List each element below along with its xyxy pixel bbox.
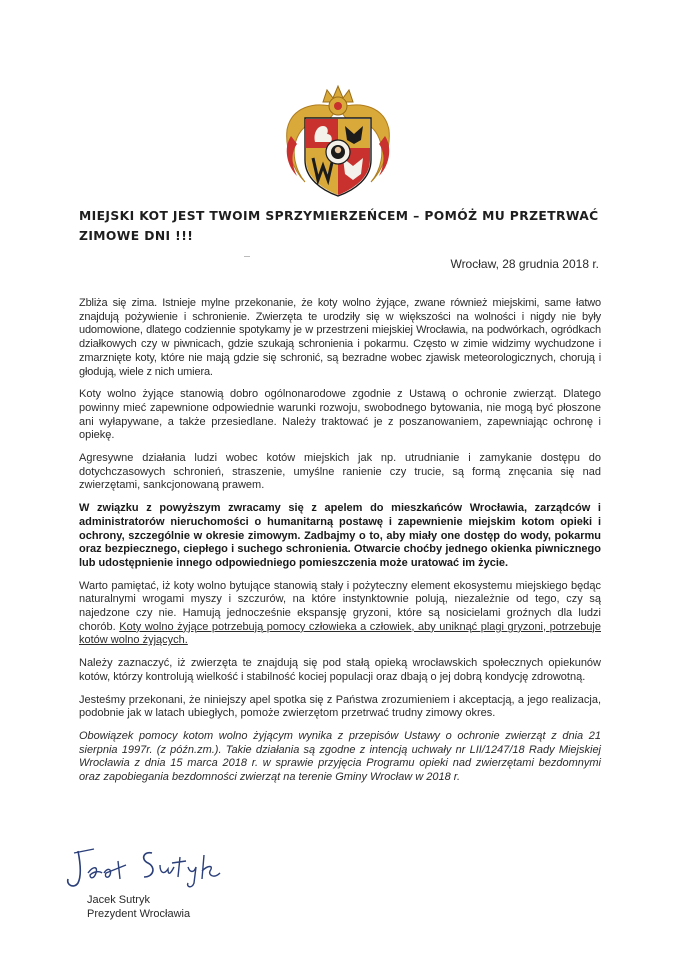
handwritten-signature-icon [64,843,242,893]
letter-date: Wrocław, 28 grudnia 2018 r. [450,257,599,271]
paragraph-5-underlined: Koty wolno żyjące potrzebują pomocy człowieka a człowiek, aby uniknąć plagi gryzoni, potrzebuje kotów wolno żyjących. [79,620,601,647]
letter-body [79,297,601,794]
paragraph-appeal: W związku z powyższym zwracamy się z apelem do mieszkańców Wrocławia, zarządców i administratorów nieruchomości o humanitarną postawę i zapewnienie miejskim kotom opieki i ochrony, szczególnie w okresie zimowym. Zadbajmy o to, aby miały one dostęp do wody, pokarmu oraz bezpiecznego, ciepłego i suchego schronienia. Otwarcie choćby jednego okienka piwnicznego lub udostępnienie innego odpowiedniego pomieszczenia może uratować im życie. [79,502,601,569]
paragraph-1: Zbliża się zima. Istnieje mylne przekonanie, że koty wolno żyjące, zwane również miejskimi, same łatwo znajdują pożywienie i schronienie. Zwierzęta te urodziły się w większości na wolności i nigdy nie były udomowione, dlatego codziennie spotykamy je w przestrzeni miejskiej Wrocławia, na podwórkach, ogródkach działkowych czy w piwnicach, gdzie szukają schronienia i pokarmu. Często w zimie widzimy wychudzone i zmarznięte koty, które nie mają gdzie się schronić, są bezradne wobec zjawisk meteorologicznych, chorują i głodują, wiele z nich umiera. [79,297,601,378]
wroclaw-coat-of-arms-icon [283,78,393,200]
paragraph-2: Koty wolno żyjące stanowią dobro ogólnonarodowe zgodnie z Ustawą o ochronie zwierząt. Dlatego powinny mieć zapewnione odpowiednie warunki rozwoju, swobodnego bytowania, nie mogą być płoszone ani wyłapywane, a także przesiedlane. Należy traktować je z poszanowaniem, zapewniając ochronę i opiekę. [79,388,601,442]
paragraph-3: Agresywne działania ludzi wobec kotów miejskich jak np. utrudnianie i zamykanie dostępu do dotychczasowych schronień, straszenie, umyślne ranienie czy trucie, są formą znęcania się nad zwierzętami, sankcjonowaną prawem. [79,452,601,492]
signer-title: Prezydent Wrocławia [87,908,191,920]
letter-title: MIEJSKI KOT JEST TWOIM SPRZYMIERZEŃCEM – POMÓŻ MU PRZETRWAĆ ZIMOWE DNI !!! [79,209,599,243]
signer-name: Jacek Sutryk [87,894,150,906]
paragraph-legal: Obowiązek pomocy kotom wolno żyjącym wynika z przepisów Ustawy o ochronie zwierząt z dnia 21 sierpnia 1997r. (z późn.zm.). Takie działania są zgodne z intencją uchwały nr LII/1247/18 Rady Miejskiej Wrocławia z dnia 15 marca 2018 r. w sprawie przyjęcia Programu opieki nad zwierzętami bezdomnymi oraz zapobiegania bezdomności zwierząt na terenie Gminy Wrocław w 2018 r. [79,729,601,784]
paragraph-7: Jesteśmy przekonani, że niniejszy apel spotka się z Państwa zrozumieniem i akceptacją, a jego realizacja, podobnie jak w latach ubiegłych, pomoże zwierzętom przetrwać trudny zimowy okres. [79,693,601,720]
decorative-dash [244,256,250,257]
paragraph-5 [79,580,601,649]
paragraph-6: Należy zaznaczyć, iż zwierzęta te znajdują się pod stałą opieką wrocławskich społecznych opiekunów kotów, którzy kontrolują wielkość i stabilność kociej populacji oraz dbają o jej dobrą kondycję zdrowotną. [79,657,601,683]
paragraph-5-text: Warto pamiętać, iż koty wolno bytujące stanowią stały i pożyteczny element ekosystemu miejskiego będąc naturalnymi wrogami myszy i szczurów, na które instynktownie polują, niezależnie od tego, czy są najedzone czy nie. Hamują jednocześnie ekspansję gryzoni, które są nosicielami groźnych dla ludzi chorób. [79,579,601,633]
